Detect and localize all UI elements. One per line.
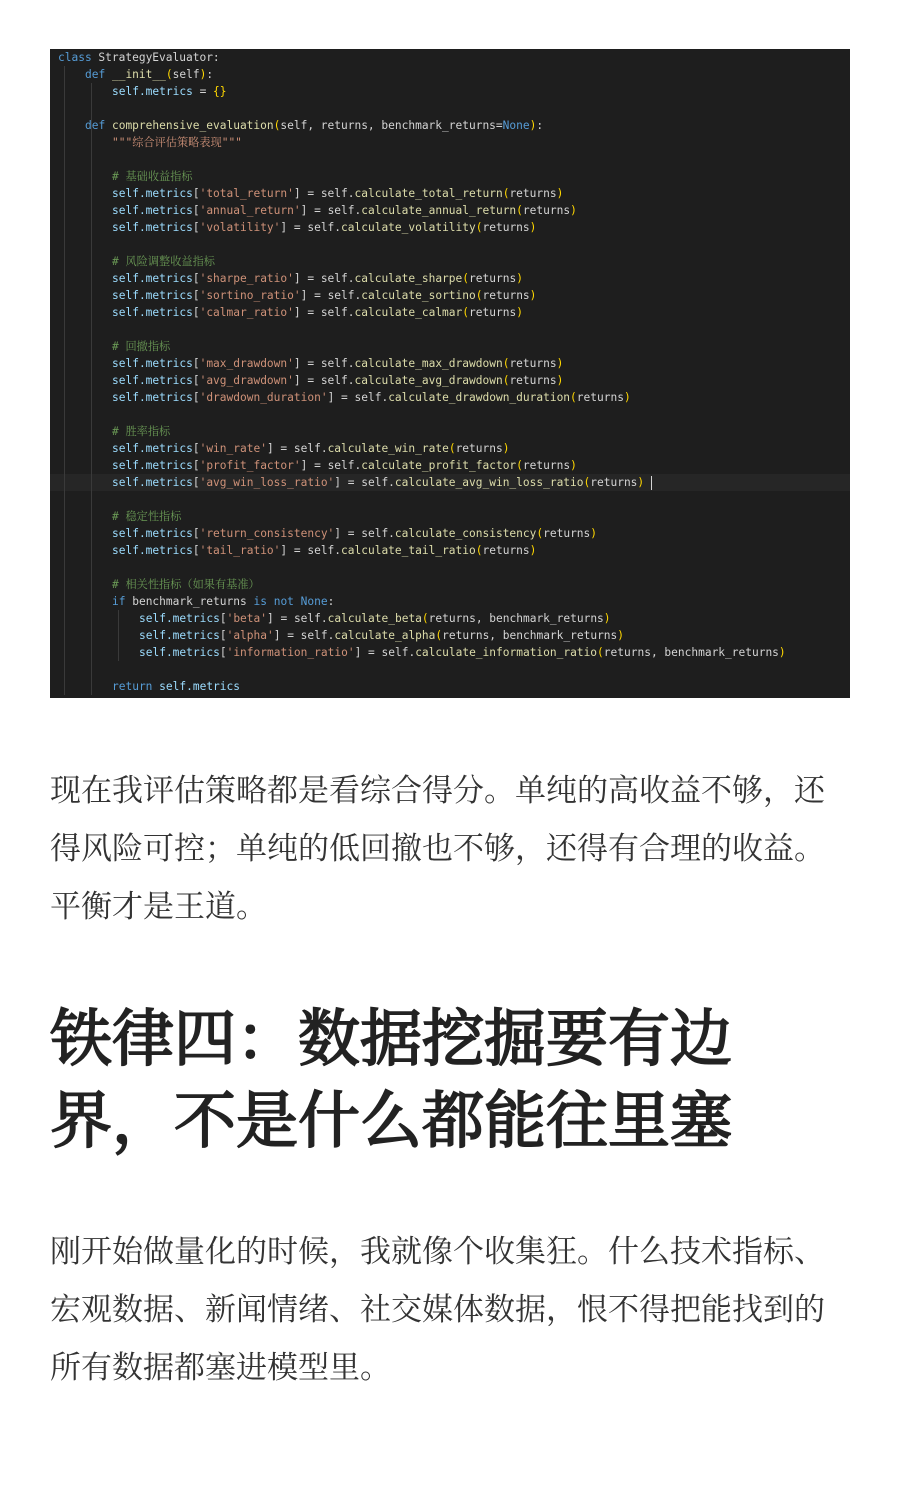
code-line: # 风险调整收益指标 — [112, 255, 215, 268]
code-screenshot — [50, 49, 850, 698]
code-line: """综合评估策略表现""" — [112, 136, 242, 149]
code-line: # 相关性指标（如果有基准） — [112, 578, 260, 591]
indent-guide — [64, 66, 65, 695]
paragraph-evaluation: 现在我评估策略都是看综合得分。单纯的高收益不够，还得风险可控；单纯的低回撤也不够，还得有合理的收益。平衡才是王道。 — [50, 773, 825, 925]
indent-guide — [91, 83, 92, 695]
code-line: self.metrics['tail_ratio'] = self.calculate_tail_ratio(returns) — [112, 544, 537, 557]
code-line: self.metrics = {} — [112, 85, 227, 98]
code-line: self.metrics['sortino_ratio'] = self.calculate_sortino(returns) — [112, 289, 537, 302]
code-line: self.metrics['beta'] = self.calculate_beta(returns, benchmark_returns) — [139, 612, 611, 625]
code-line: self.metrics['information_ratio'] = self.calculate_information_ratio(returns, benchmark_returns) — [139, 646, 786, 659]
code-line: # 基础收益指标 — [112, 170, 193, 183]
paragraph-data-mining: 刚开始做量化的时候，我就像个收集狂。什么技术指标、宏观数据、新闻情绪、社交媒体数据，恨不得把能找到的所有数据都塞进模型里。 — [50, 1234, 825, 1386]
code-line: self.metrics['avg_win_loss_ratio'] = self.calculate_avg_win_loss_ratio(returns) — [112, 476, 645, 489]
indent-guide — [118, 610, 119, 661]
code-line: return self.metrics — [112, 680, 240, 693]
code-line: def comprehensive_evaluation(self, returns, benchmark_returns=None): — [85, 119, 544, 132]
code-line: self.metrics['total_return'] = self.calculate_total_return(returns) — [112, 187, 564, 200]
section-heading: 铁律四：数据挖掘要有边界，不是什么都能往里塞 — [50, 1002, 733, 1157]
code-line: if benchmark_returns is not None: — [112, 595, 335, 608]
code-line: self.metrics['avg_drawdown'] = self.calculate_avg_drawdown(returns) — [112, 374, 564, 387]
code-line: self.metrics['alpha'] = self.calculate_alpha(returns, benchmark_returns) — [139, 629, 625, 642]
code-line: # 胜率指标 — [112, 425, 171, 438]
code-line: # 稳定性指标 — [112, 510, 182, 523]
code-line: self.metrics['annual_return'] = self.calculate_annual_return(returns) — [112, 204, 577, 217]
code-line: self.metrics['max_drawdown'] = self.calculate_max_drawdown(returns) — [112, 357, 564, 370]
code-line: self.metrics['volatility'] = self.calculate_volatility(returns) — [112, 221, 537, 234]
text-cursor — [651, 476, 652, 490]
code-line: self.metrics['sharpe_ratio'] = self.calculate_sharpe(returns) — [112, 272, 523, 285]
code-line: self.metrics['profit_factor'] = self.calculate_profit_factor(returns) — [112, 459, 577, 472]
code-line: # 回撤指标 — [112, 340, 171, 353]
code-line: self.metrics['calmar_ratio'] = self.calculate_calmar(returns) — [112, 306, 523, 319]
code-line: self.metrics['win_rate'] = self.calculate_win_rate(returns) — [112, 442, 510, 455]
code-line: self.metrics['drawdown_duration'] = self.calculate_drawdown_duration(returns) — [112, 391, 631, 404]
code-line: self.metrics['return_consistency'] = self.calculate_consistency(returns) — [112, 527, 598, 540]
code-line: def __init__(self): — [85, 68, 214, 81]
code-line: class StrategyEvaluator: — [58, 51, 220, 64]
